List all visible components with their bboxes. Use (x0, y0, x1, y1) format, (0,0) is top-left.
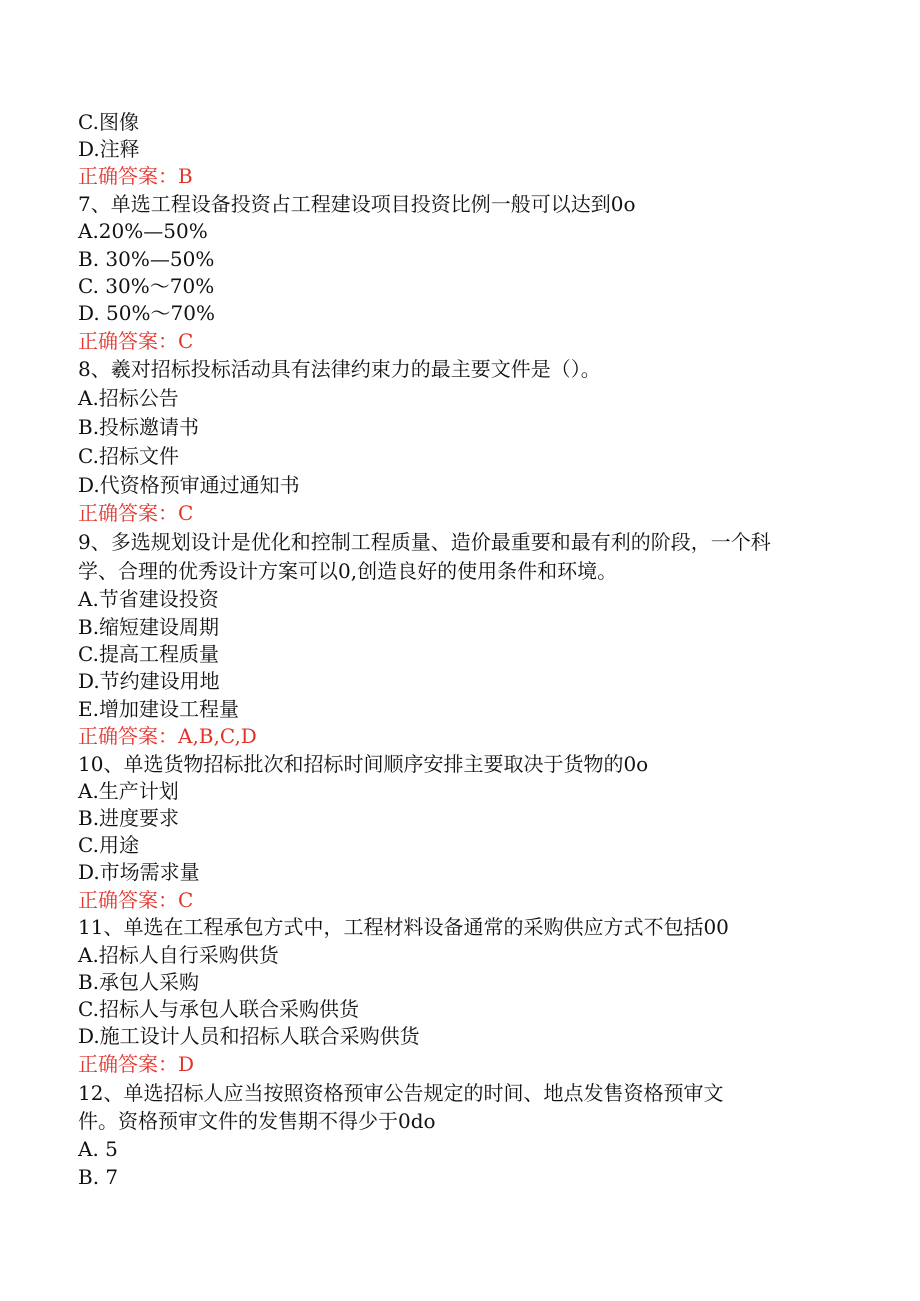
option-line: B.进度要求 (78, 806, 180, 830)
option-line: B.承包人采购 (78, 970, 200, 994)
option-line: B. 30%—50% (78, 247, 215, 271)
correct-answer: 正确答案：C (78, 329, 194, 353)
option-line: B.投标邀请书 (78, 415, 200, 439)
question-text: 8、羲对招标投标活动具有法律约束力的最主要文件是（）。 (78, 357, 601, 381)
option-line: D.节约建设用地 (78, 669, 220, 693)
option-line: A.20%—50% (78, 219, 208, 243)
option-line: D.施工设计人员和招标人联合采购供货 (78, 1024, 420, 1048)
option-line: E.增加建设工程量 (78, 697, 239, 721)
option-line: D. 50%～70% (78, 301, 215, 325)
question-text: 9、多选规划设计是优化和控制工程质量、造价最重要和最有利的阶段，一个科 (78, 530, 771, 554)
option-line: C.用途 (78, 833, 139, 857)
question-text: 件。资格预审文件的发售期不得少于0do (78, 1109, 436, 1133)
option-line: B.缩短建设周期 (78, 615, 220, 639)
option-line: D.代资格预审通过通知书 (78, 473, 300, 497)
option-line: C.提高工程质量 (78, 642, 219, 666)
correct-answer: 正确答案：B (78, 164, 193, 188)
question-text: 11、单选在工程承包方式中，工程材料设备通常的采购供应方式不包括00 (78, 915, 729, 939)
question-text: 12、单选招标人应当按照资格预审公告规定的时间、地点发售资格预审文 (78, 1081, 724, 1105)
question-text: 学、合理的优秀设计方案可以0,创造良好的使用条件和环境。 (78, 559, 618, 583)
option-line: A.节省建设投资 (78, 587, 219, 611)
option-line: C.招标文件 (78, 444, 179, 468)
option-line: B. 7 (78, 1165, 119, 1189)
option-line: C.图像 (78, 110, 139, 134)
correct-answer: 正确答案：C (78, 501, 194, 525)
question-text: 7、单选工程设备投资占工程建设项目投资比例一般可以达到0o (78, 192, 636, 216)
option-line: A. 5 (78, 1137, 118, 1161)
option-line: C.招标人与承包人联合采购供货 (78, 997, 359, 1021)
correct-answer: 正确答案：D (78, 1052, 195, 1076)
correct-answer: 正确答案：C (78, 888, 194, 912)
correct-answer: 正确答案：A,B,C,D (78, 724, 257, 748)
option-line: D.市场需求量 (78, 860, 200, 884)
option-line: D.注释 (78, 137, 140, 161)
option-line: A.招标人自行采购供货 (78, 943, 279, 967)
option-line: C. 30%～70% (78, 274, 215, 298)
question-text: 10、单选货物招标批次和招标时间顺序安排主要取决于货物的0o (78, 752, 649, 776)
option-line: A.招标公告 (78, 386, 179, 410)
option-line: A.生产计划 (78, 779, 179, 803)
